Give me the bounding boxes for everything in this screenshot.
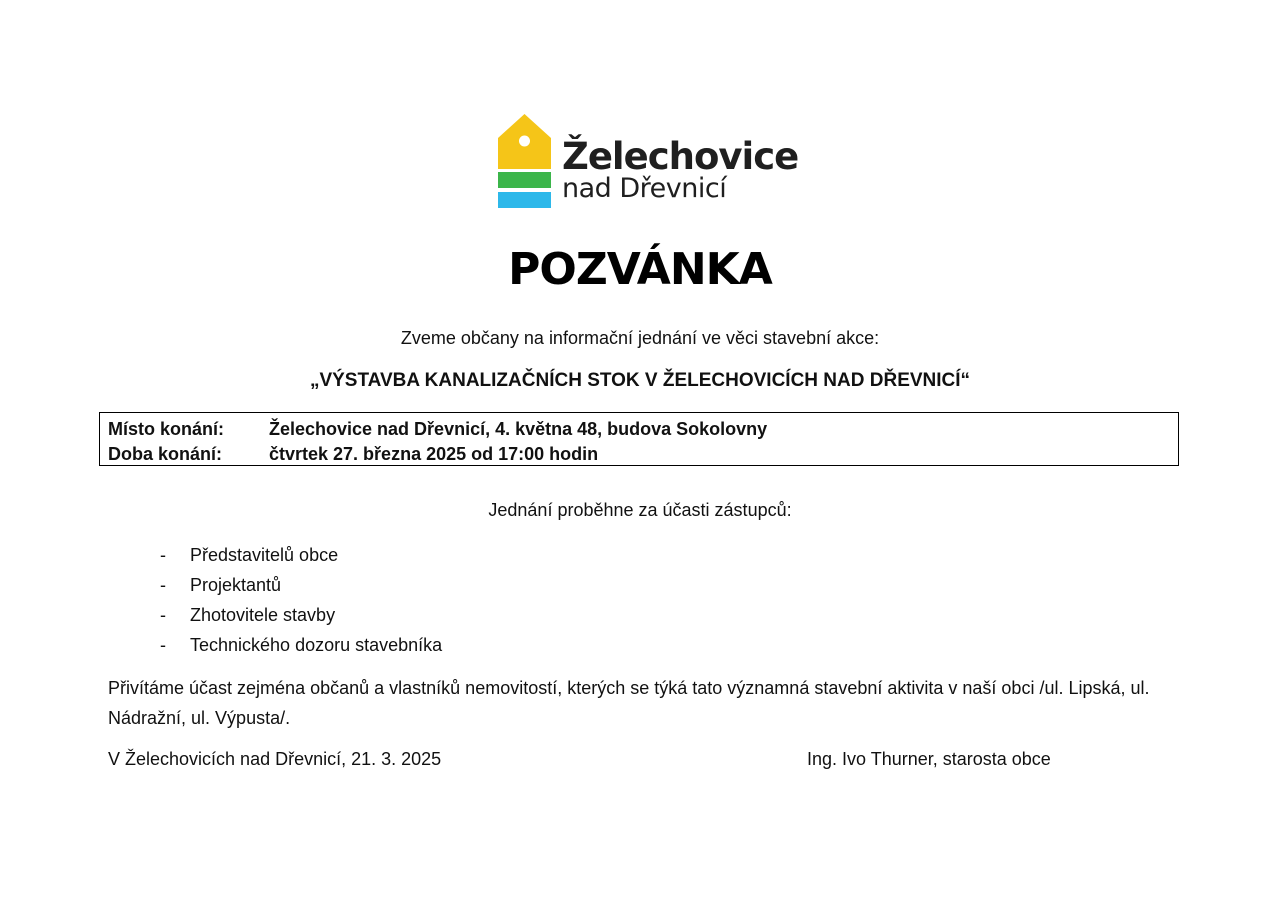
village-house-icon: [498, 114, 551, 210]
document-title: POZVÁNKA: [508, 244, 772, 295]
time-value: čtvrtek 27. března 2025 od 17:00 hodin: [269, 444, 599, 464]
participants-intro: Jednání proběhne za účasti zástupců:: [488, 500, 792, 520]
list-item-text: Projektantů: [190, 575, 282, 595]
welcome-paragraph: Přivítáme účast zejména občanů a vlastníků nemovitostí, kterých se týká tato významná stavební aktivita v naší obci /ul. Lipská, ul. Nádražní, ul. Výpusta/.: [108, 678, 1150, 728]
intro-text: Zveme občany na informační jednání ve věci stavební akce:: [400, 328, 880, 348]
logo-window-circle: [519, 136, 530, 147]
list-item: [160, 600, 442, 630]
list-item: [160, 630, 442, 660]
event-info-box: [99, 412, 1179, 466]
logo-name-line2: nad Dřevnicí: [562, 173, 727, 204]
mayor-signature: Ing. Ivo Thurner, starosta obce: [807, 749, 1051, 769]
place-value: Želechovice nad Dřevnicí, 4. května 48, budova Sokolovny: [269, 419, 768, 439]
list-item-text: Technického dozoru stavebníka: [190, 635, 443, 655]
logo-green-stripe: [498, 172, 551, 188]
bullet-dash: -: [160, 545, 166, 565]
place-and-date: V Želechovicích nad Dřevnicí, 21. 3. 2025: [108, 749, 442, 769]
list-item-text: Zhotovitele stavby: [190, 605, 336, 625]
municipality-logo: [498, 114, 798, 210]
list-item-text: Představitelů obce: [190, 545, 339, 565]
list-item: [160, 540, 442, 570]
bullet-dash: -: [160, 575, 166, 595]
place-row: [108, 417, 1178, 442]
logo-wordmark: [562, 136, 798, 204]
time-row: [108, 442, 1178, 467]
place-label: Místo konání:: [108, 419, 224, 439]
logo-blue-stripe: [498, 192, 551, 208]
logo-name-line1: Želechovice: [562, 135, 799, 178]
project-name: „VÝSTAVBA KANALIZAČNÍCH STOK V ŽELECHOVICÍCH NAD DŘEVNICÍ“: [309, 370, 971, 391]
bullet-dash: -: [160, 605, 166, 625]
bullet-dash: -: [160, 635, 166, 655]
list-item: [160, 570, 442, 600]
time-label: Doba konání:: [108, 444, 223, 464]
participants-list: [160, 540, 442, 660]
